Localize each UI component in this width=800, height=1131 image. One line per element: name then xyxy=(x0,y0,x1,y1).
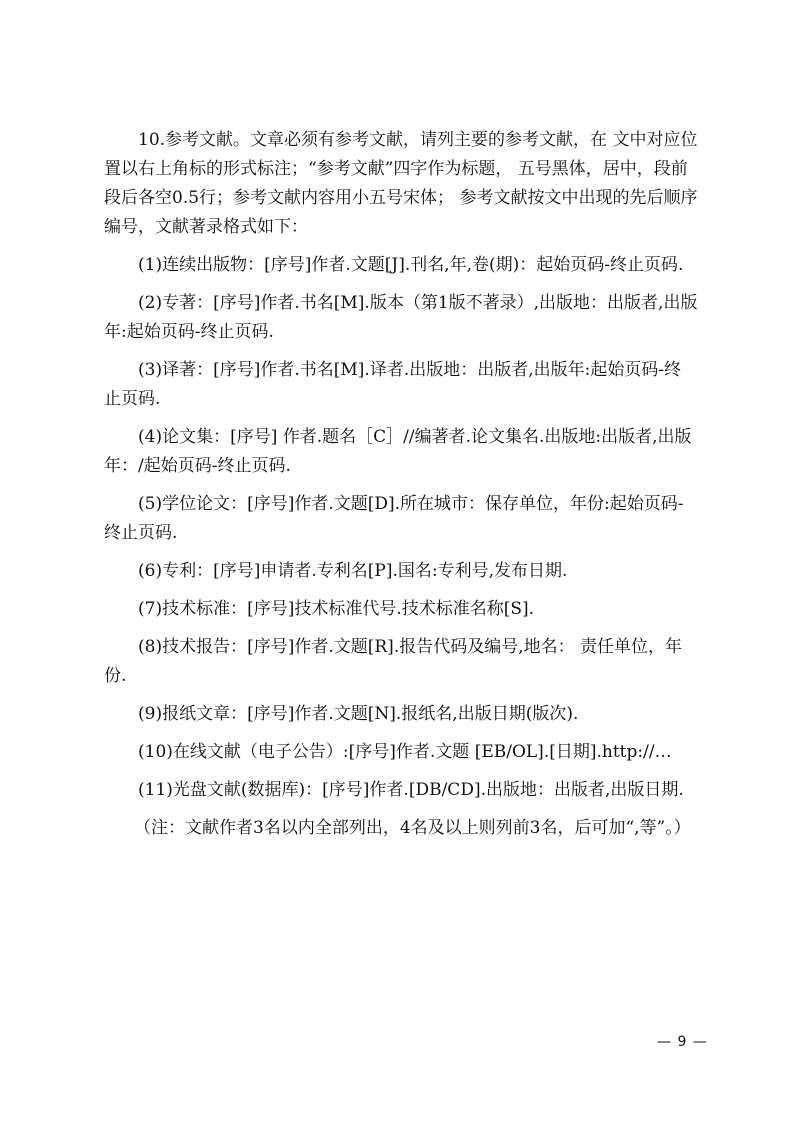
reference-format-newspaper: (9)报纸文章：[序号]作者.文题[N].报纸名,出版日期(版次). xyxy=(138,704,579,724)
references-intro-paragraph: 10.参考文献。文章必须有参考文献，请列主要的参考文献，在 文中对应位置以右上角标的形式标注；“参考文献”四字作为标题， 五号黑体，居中，段前段后各空0.5行；参考文献内容用小五号宋体； 参考文献按文中出现的先后顺序编号，文献著录格式如下： xyxy=(104,130,698,237)
reference-format-online: (10)在线文献（电子公告）:[序号]作者.文题 [EB/OL].[日期].http://… xyxy=(138,742,672,762)
reference-format-monograph: (2)专著：[序号]作者.书名[M].版本（第1版不著录）,出版地：出版者,出版年:起始页码-终止页码. xyxy=(104,293,698,342)
reference-format-patent: (6)专利：[序号]申请者.专利名[P].国名:专利号,发布日期. xyxy=(138,561,568,581)
document-body xyxy=(104,126,698,852)
reference-format-database: (11)光盘文献(数据库)：[序号]作者.[DB/CD].出版地：出版者,出版日期. xyxy=(138,780,684,800)
reference-format-translation: (3)译著：[序号]作者.书名[M].译者.出版地：出版者,出版年:起始页码-终止页码. xyxy=(104,360,682,409)
reference-format-proceedings: (4)论文集：[序号] 作者.题名［C］//编著者.论文集名.出版地:出版者,出版年：/起始页码-终止页码. xyxy=(104,427,692,476)
reference-author-note: （注：文献作者3名以内全部列出，4名及以上则列前3名，后可加“,等”。） xyxy=(134,818,691,838)
reference-format-standard: (7)技术标准：[序号]技术标准代号.技术标准名称[S]. xyxy=(138,599,535,619)
reference-format-serial: (1)连续出版物：[序号]作者.文题[J].刊名,年,卷(期)：起始页码-终止页码. xyxy=(138,255,684,275)
page-number: — 9 — xyxy=(657,1034,708,1050)
reference-format-report: (8)技术报告：[序号]作者.文题[R].报告代码及编号,地名： 责任单位，年份. xyxy=(104,637,683,686)
reference-format-thesis: (5)学位论文：[序号]作者.文题[D].所在城市：保存单位，年份:起始页码-终止页码. xyxy=(104,494,684,543)
